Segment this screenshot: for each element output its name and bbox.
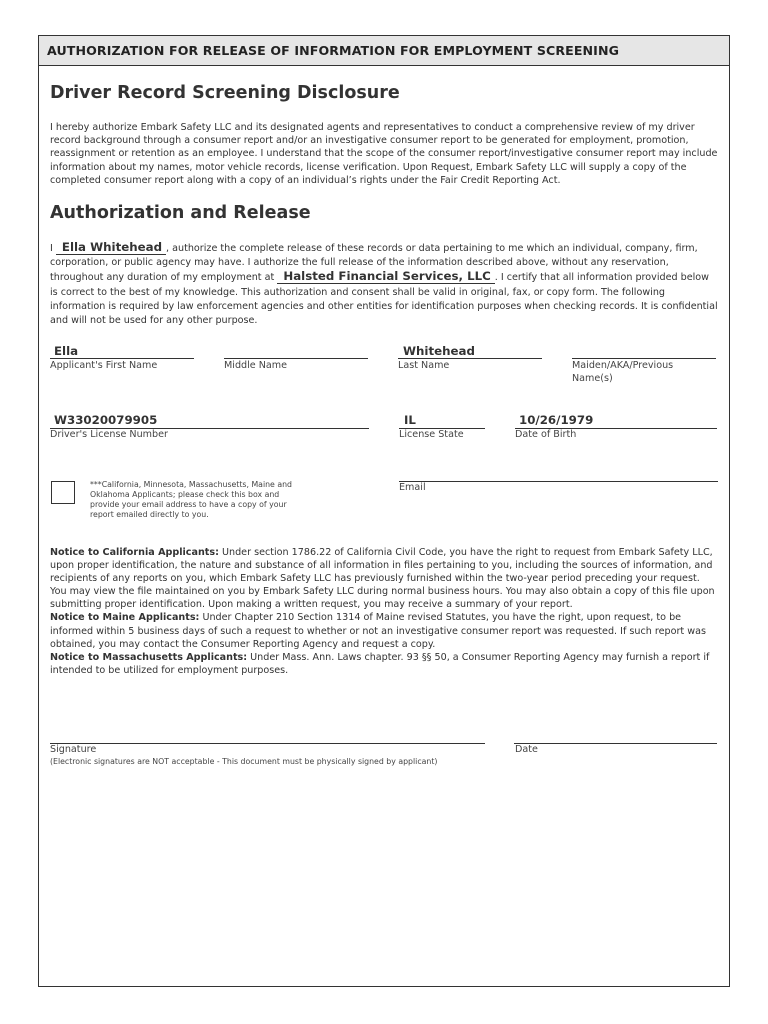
authorization-body: [50, 241, 718, 328]
form-header: AUTHORIZATION FOR RELEASE OF INFORMATION FOR EMPLOYMENT SCREENING: [39, 36, 729, 66]
email-copy-checkbox[interactable]: [51, 481, 75, 504]
maiden-name-label: Maiden/AKA/Previous Name(s): [572, 360, 674, 384]
california-notice: [50, 546, 718, 611]
disclosure-body: I hereby authorize Embark Safety LLC and its designated agents and representatives to conduct a comprehensive review of my driver record background through a consumer report and/or an investigative consumer report to be generated for employment, promotion, reassignment or retention as an employee. I understand that the scope of the consumer report/investigative consumer report may include information about my names, motor vehicle records, license verification. Upon Request, Embark Safety LLC will supply a copy of the completed consumer report along with a copy of an individual’s rights under the Fair Credit Reporting Act.: [50, 122, 718, 186]
authorization-text-2: . I certify that all information provided below is correct to the best of my knowledge. This authorization and consent shall be valid in original, fax, or copy form. The following information is required by law enforcement agencies and other entities for identification purposes when checking records. It is confidential and will not be used for any other purpose.: [50, 272, 718, 327]
first-name-line: [50, 358, 194, 359]
signature-line[interactable]: [50, 743, 485, 744]
massachusetts-notice-title: Notice to Massachusetts Applicants:: [50, 651, 248, 663]
first-name-label: Applicant's First Name: [50, 360, 158, 371]
license-state-label: License State: [399, 429, 464, 440]
applicant-name-field[interactable]: Ella Whitehead: [56, 241, 166, 255]
maine-notice: [50, 611, 718, 650]
date-line[interactable]: [514, 743, 717, 744]
maiden-name-line: [572, 358, 716, 359]
authorization-prefix: I: [50, 243, 53, 254]
authorization-heading: Authorization and Release: [50, 203, 311, 223]
license-number-input[interactable]: W33020079905: [54, 413, 158, 427]
maine-notice-title: Notice to Maine Applicants:: [50, 612, 200, 624]
california-notice-title: Notice to California Applicants:: [50, 547, 219, 558]
california-notice-text: Under section 1786.22 of California Civil Code, you have the right to request from Embark Safety LLC, upon proper identification, the nature and substance of all information in files pertaining to you, including the sources of information, and recipients of any reports on you, which Embark Safety LLC has previously furnished within the two-year period preceding your request. You may view the file maintained on you by Embark Safety LLC during normal business hours. You may also obtain a copy of this file upon submitting proper identification. Upon making a written request, you may receive a summary of your report.: [50, 547, 715, 611]
email-label: Email: [399, 482, 426, 493]
license-state-input[interactable]: IL: [404, 413, 416, 427]
email-checkbox-note: ***California, Minnesota, Massachusetts, Maine and Oklahoma Applicants; please check this box and provide your email address to have a copy of your report emailed directly to you.: [90, 480, 292, 519]
last-name-line: [398, 358, 542, 359]
email-line: [399, 481, 718, 482]
employer-field[interactable]: Halsted Financial Services, LLC: [277, 270, 494, 284]
signature-label: Signature: [50, 744, 97, 755]
last-name-label: Last Name: [398, 360, 450, 371]
signature-note: (Electronic signatures are NOT acceptable - This document must be physically signed by applicant): [50, 757, 438, 766]
date-of-birth-label: Date of Birth: [515, 429, 577, 440]
middle-name-label: Middle Name: [224, 360, 288, 371]
maine-notice-text: Under Chapter 210 Section 1314 of Maine revised Statutes, you have the right, upon request, to be informed within 5 business days of such a request to whether or not an investigative consumer report was requested. If such report was obtained, you may contact the Consumer Reporting Agency and request a copy.: [50, 612, 706, 650]
massachusetts-notice: [50, 651, 718, 677]
license-number-label: Driver's License Number: [50, 429, 168, 440]
date-of-birth-input[interactable]: 10/26/1979: [519, 413, 594, 427]
middle-name-line: [224, 358, 368, 359]
disclosure-heading: Driver Record Screening Disclosure: [50, 83, 400, 103]
authorization-text-1: , authorize the complete release of these records or data pertaining to me which an individual, company, firm, corporation, or public agency may have. I authorize the full release of the information described above, without any reservation, throughout any duration of my employment at: [50, 243, 698, 284]
last-name-input[interactable]: Whitehead: [403, 344, 475, 358]
date-label: Date: [515, 744, 538, 755]
massachusetts-notice-text: Under Mass. Ann. Laws chapter. 93 §§ 50, a Consumer Reporting Agency may furnish a report if intended to be utilized for employment purposes.: [50, 651, 710, 676]
notices-section: [50, 546, 718, 677]
first-name-input[interactable]: Ella: [54, 344, 79, 358]
